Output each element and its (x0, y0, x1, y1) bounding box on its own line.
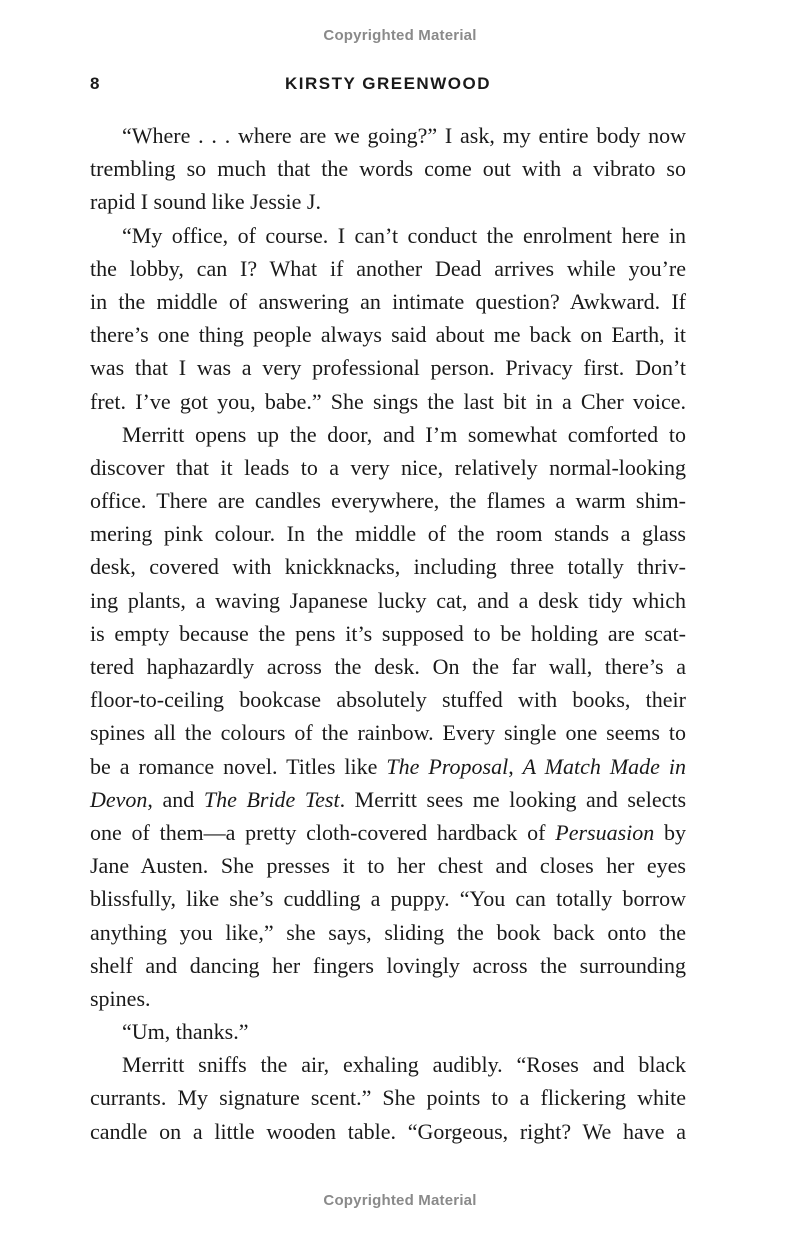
text-segment: . Merritt sees me looking and selects (339, 786, 687, 812)
text-line: mering pink colour. In the middle of the room stands a glass (90, 521, 686, 547)
running-head (90, 74, 686, 96)
text-line: is empty because the pens it’s supposed to be holding are scat- (90, 620, 686, 646)
text-line (90, 816, 686, 849)
text-segment: by (654, 819, 687, 845)
text-line (90, 750, 686, 783)
text-line: spines. (90, 985, 151, 1011)
copyright-watermark-bottom: Copyrighted Material (323, 1192, 477, 1209)
text-line: Merritt sniffs the air, exhaling audibly. “Roses and black (122, 1052, 686, 1078)
text-line: tered haphazardly across the desk. On the far wall, there’s a (90, 654, 686, 679)
text-line: shelf and dancing her fingers lovingly across the surrounding (90, 952, 686, 978)
text-line: ing plants, a waving Japanese lucky cat, and a desk tidy which (90, 587, 686, 613)
text-segment: one of them—a pretty cloth-covered hardback of (90, 819, 556, 845)
text-line: spines all the colours of the rainbow. Every single one seems to (90, 720, 686, 746)
text-line: in the middle of answering an intimate question? Awkward. If (90, 288, 686, 314)
text-line: blissfully, like she’s cuddling a puppy. “You can totally borrow (90, 886, 686, 912)
text-line: the lobby, can I? What if another Dead arrives while you’re (90, 255, 686, 281)
page-number: 8 (90, 74, 100, 93)
body-text (90, 119, 686, 1148)
text-line: Jane Austen. She presses it to her chest and closes her eyes (90, 853, 686, 879)
text-line: “Where . . . where are we going?” I ask, my entire body now (122, 123, 686, 148)
author-name: KIRSTY GREENWOOD (285, 74, 491, 93)
text-segment: , and (147, 786, 204, 812)
text-line: desk, covered with knickknacks, including three totally thriv- (90, 554, 686, 580)
copyright-watermark-top: Copyrighted Material (323, 27, 477, 44)
text-line: rapid I sound like Jessie J. (90, 189, 321, 215)
text-line: trembling so much that the words come out with a vibrato so (90, 156, 686, 182)
text-segment: , (508, 753, 523, 779)
text-line: “Um, thanks.” (122, 1019, 249, 1045)
text-line: office. There are candles everywhere, the flames a warm shim- (90, 488, 686, 514)
text-segment: be a romance novel. Titles like (90, 753, 387, 779)
text-line (90, 783, 686, 816)
text-line: fret. I’ve got you, babe.” She sings the last bit in a Cher voice. (90, 388, 686, 414)
text-line: currants. My signature scent.” She points to a flickering white (90, 1085, 686, 1111)
book-title: Persuasion (555, 819, 655, 845)
text-line: floor-to-ceiling bookcase absolutely stuffed with books, their (90, 687, 686, 713)
text-line: was that I was a very professional person. Privacy first. Don’t (90, 355, 686, 381)
text-line: anything you like,” she says, sliding the book back onto the (90, 919, 686, 945)
text-line: “My office, of course. I can’t conduct the enrolment here in (122, 222, 686, 248)
book-title: Devon (90, 786, 148, 812)
text-line: there’s one thing people always said about me back on Earth, it (90, 322, 686, 348)
book-title: The Proposal (386, 753, 509, 779)
book-title: A Match Made in (522, 753, 687, 779)
text-line: Merritt opens up the door, and I’m somewhat comforted to (122, 421, 686, 447)
text-line: candle on a little wooden table. “Gorgeous, right? We have a (90, 1118, 686, 1144)
text-line: discover that it leads to a very nice, relatively normal-looking (90, 454, 686, 480)
book-title: The Bride Test (203, 786, 340, 812)
